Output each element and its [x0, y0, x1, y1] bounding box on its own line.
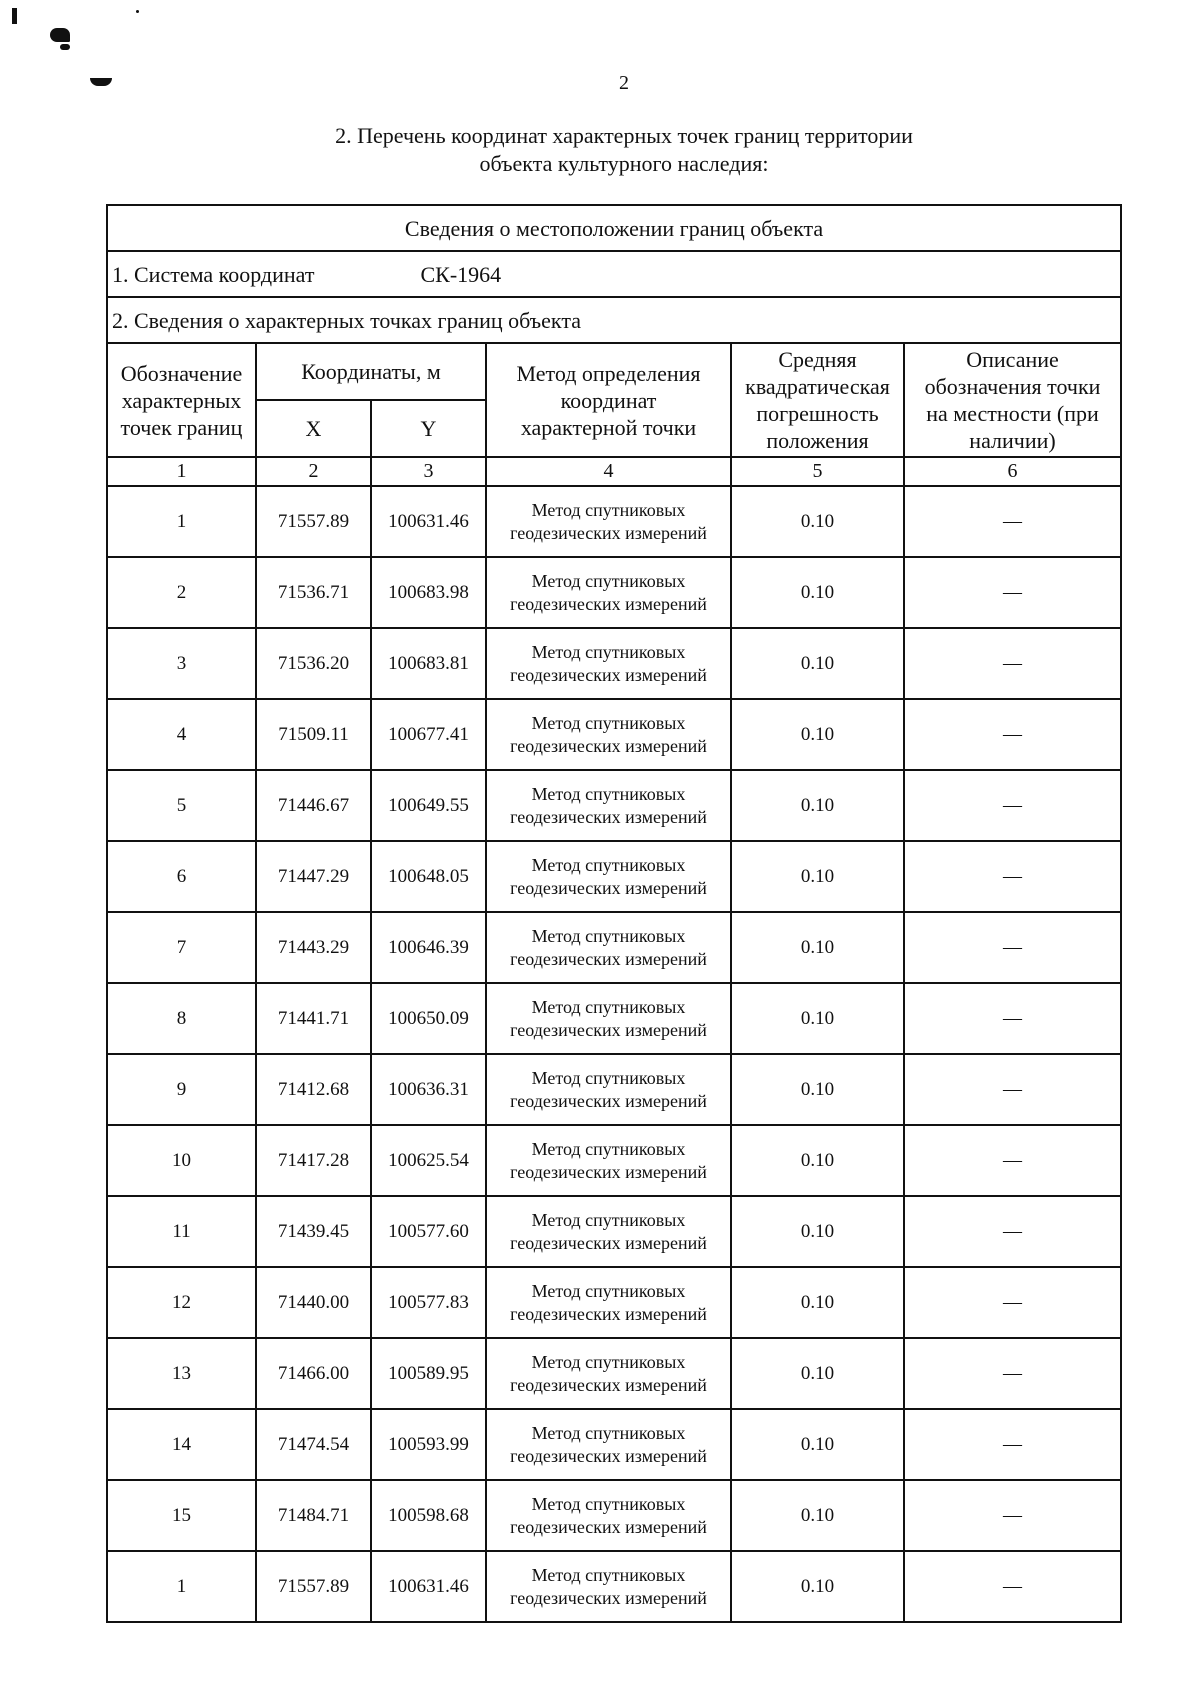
- cell-y: 100625.54: [371, 1125, 486, 1196]
- cell-error: 0.10: [731, 557, 904, 628]
- cell-x: 71439.45: [256, 1196, 371, 1267]
- cell-error: 0.10: [731, 1338, 904, 1409]
- method-line: геодезических измерений: [510, 664, 707, 685]
- table-row: [107, 1338, 1121, 1409]
- cell-method: [486, 1054, 731, 1125]
- cell-description: —: [904, 1196, 1121, 1267]
- cell-x: 71466.00: [256, 1338, 371, 1409]
- cell-x: 71446.67: [256, 770, 371, 841]
- cell-point: 8: [107, 983, 256, 1054]
- table-row: [107, 1267, 1121, 1338]
- method-line: геодезических измерений: [510, 1019, 707, 1040]
- cell-description: —: [904, 486, 1121, 557]
- cell-x: 71443.29: [256, 912, 371, 983]
- cell-description: —: [904, 983, 1121, 1054]
- coord-system-value: СК-1964: [420, 261, 502, 287]
- table-row: [107, 841, 1121, 912]
- method-line: геодезических измерений: [510, 806, 707, 827]
- coordinates-table: [106, 204, 1122, 1623]
- cell-y: 100649.55: [371, 770, 486, 841]
- cell-method: [486, 699, 731, 770]
- cell-y: 100683.81: [371, 628, 486, 699]
- method-line: Метод спутниковых: [531, 1280, 686, 1301]
- cell-y: 100631.46: [371, 486, 486, 557]
- method-line: Метод спутниковых: [531, 1138, 686, 1159]
- column-number: 4: [486, 457, 731, 486]
- table-row: [107, 1054, 1121, 1125]
- cell-error: 0.10: [731, 1409, 904, 1480]
- table-row: [107, 628, 1121, 699]
- method-line: геодезических измерений: [510, 1587, 707, 1608]
- column-number: 6: [904, 457, 1121, 486]
- cell-description: —: [904, 1267, 1121, 1338]
- method-line: Метод спутниковых: [531, 570, 686, 591]
- method-line: геодезических измерений: [510, 1303, 707, 1324]
- cell-method: [486, 912, 731, 983]
- cell-error: 0.10: [731, 770, 904, 841]
- col-header-point-designation: Обозначение характерных точек границ: [107, 343, 256, 457]
- cell-x: 71474.54: [256, 1409, 371, 1480]
- cell-method: [486, 770, 731, 841]
- title-line-2: объекта культурного наследия:: [479, 151, 769, 176]
- cell-y: 100589.95: [371, 1338, 486, 1409]
- table-row: [107, 1480, 1121, 1551]
- cell-point: 7: [107, 912, 256, 983]
- method-line: геодезических измерений: [510, 1516, 707, 1537]
- cell-error: 0.10: [731, 628, 904, 699]
- cell-description: —: [904, 628, 1121, 699]
- cell-y: 100631.46: [371, 1551, 486, 1622]
- cell-y: 100677.41: [371, 699, 486, 770]
- method-line: Метод спутниковых: [531, 1351, 686, 1372]
- cell-point: 9: [107, 1054, 256, 1125]
- column-number: 3: [371, 457, 486, 486]
- col-header-coordinates: Координаты, м: [256, 343, 486, 400]
- cell-error: 0.10: [731, 983, 904, 1054]
- cell-error: 0.10: [731, 699, 904, 770]
- method-line: геодезических измерений: [510, 1161, 707, 1182]
- cell-y: 100636.31: [371, 1054, 486, 1125]
- column-number: 1: [107, 457, 256, 486]
- cell-y: 100683.98: [371, 557, 486, 628]
- cell-y: 100650.09: [371, 983, 486, 1054]
- scan-artifact: [12, 8, 17, 24]
- method-line: Метод спутниковых: [531, 925, 686, 946]
- cell-point: 1: [107, 486, 256, 557]
- method-line: Метод спутниковых: [531, 783, 686, 804]
- cell-error: 0.10: [731, 1196, 904, 1267]
- table-row: [107, 912, 1121, 983]
- cell-description: —: [904, 770, 1121, 841]
- scan-artifact: [50, 28, 70, 42]
- points-header: 2. Сведения о характерных точках границ объекта: [107, 297, 1121, 343]
- scan-artifact: [136, 10, 139, 13]
- cell-point: 5: [107, 770, 256, 841]
- cell-description: —: [904, 1338, 1121, 1409]
- col-header-x: X: [256, 400, 371, 457]
- cell-point: 4: [107, 699, 256, 770]
- cell-description: —: [904, 1409, 1121, 1480]
- table-row: [107, 1551, 1121, 1622]
- table-row: [107, 557, 1121, 628]
- col-header-y: Y: [371, 400, 486, 457]
- col-header-error: Средняя квадратическая погрешность положения: [731, 343, 904, 457]
- column-header-row: [107, 343, 1121, 400]
- cell-description: —: [904, 1125, 1121, 1196]
- method-line: Метод спутниковых: [531, 499, 686, 520]
- cell-method: [486, 486, 731, 557]
- cell-x: 71536.71: [256, 557, 371, 628]
- method-line: Метод спутниковых: [531, 996, 686, 1017]
- method-line: геодезических измерений: [510, 877, 707, 898]
- cell-x: 71417.28: [256, 1125, 371, 1196]
- cell-x: 71509.11: [256, 699, 371, 770]
- cell-x: 71557.89: [256, 486, 371, 557]
- cell-method: [486, 1338, 731, 1409]
- column-number: 5: [731, 457, 904, 486]
- col-header-description: Описание обозначения точки на местности (при наличии): [904, 343, 1121, 457]
- cell-method: [486, 841, 731, 912]
- method-line: Метод спутниковых: [531, 1209, 686, 1230]
- method-line: геодезических измерений: [510, 1232, 707, 1253]
- page-number: 2: [619, 72, 629, 94]
- cell-error: 0.10: [731, 841, 904, 912]
- cell-x: 71536.20: [256, 628, 371, 699]
- method-line: геодезических измерений: [510, 1374, 707, 1395]
- column-number-row: [107, 457, 1121, 486]
- cell-point: 14: [107, 1409, 256, 1480]
- method-line: геодезических измерений: [510, 593, 707, 614]
- cell-error: 0.10: [731, 486, 904, 557]
- cell-method: [486, 1551, 731, 1622]
- cell-method: [486, 983, 731, 1054]
- cell-method: [486, 1409, 731, 1480]
- coord-system-label: 1. Система координат: [112, 261, 315, 287]
- cell-description: —: [904, 912, 1121, 983]
- method-line: Метод спутниковых: [531, 712, 686, 733]
- method-line: геодезических измерений: [510, 1445, 707, 1466]
- table-row: [107, 699, 1121, 770]
- table-row: [107, 770, 1121, 841]
- cell-x: 71557.89: [256, 1551, 371, 1622]
- coord-system-cell: [107, 251, 1121, 297]
- method-line: геодезических измерений: [510, 522, 707, 543]
- cell-error: 0.10: [731, 1054, 904, 1125]
- table-row: [107, 486, 1121, 557]
- cell-y: 100598.68: [371, 1480, 486, 1551]
- table-row: [107, 1409, 1121, 1480]
- method-line: геодезических измерений: [510, 1090, 707, 1111]
- method-line: геодезических измерений: [510, 735, 707, 756]
- cell-point: 2: [107, 557, 256, 628]
- method-line: Метод спутниковых: [531, 854, 686, 875]
- cell-error: 0.10: [731, 1267, 904, 1338]
- cell-description: —: [904, 557, 1121, 628]
- cell-y: 100593.99: [371, 1409, 486, 1480]
- cell-point: 1: [107, 1551, 256, 1622]
- cell-method: [486, 1267, 731, 1338]
- cell-error: 0.10: [731, 1480, 904, 1551]
- cell-method: [486, 628, 731, 699]
- table-row: [107, 983, 1121, 1054]
- cell-description: —: [904, 699, 1121, 770]
- cell-y: 100646.39: [371, 912, 486, 983]
- method-line: Метод спутниковых: [531, 1493, 686, 1514]
- cell-point: 12: [107, 1267, 256, 1338]
- method-line: геодезических измерений: [510, 948, 707, 969]
- document-title: [0, 122, 1200, 178]
- cell-error: 0.10: [731, 1125, 904, 1196]
- method-line: Метод спутниковых: [531, 1422, 686, 1443]
- cell-method: [486, 1196, 731, 1267]
- coord-system-row: [107, 251, 1121, 297]
- cell-description: —: [904, 841, 1121, 912]
- cell-point: 11: [107, 1196, 256, 1267]
- cell-y: 100577.83: [371, 1267, 486, 1338]
- section-header-row: [107, 205, 1121, 251]
- cell-error: 0.10: [731, 1551, 904, 1622]
- points-header-row: [107, 297, 1121, 343]
- cell-description: —: [904, 1551, 1121, 1622]
- cell-point: 6: [107, 841, 256, 912]
- column-number: 2: [256, 457, 371, 486]
- cell-description: —: [904, 1054, 1121, 1125]
- table-row: [107, 1125, 1121, 1196]
- cell-method: [486, 1480, 731, 1551]
- method-line: Метод спутниковых: [531, 641, 686, 662]
- cell-y: 100648.05: [371, 841, 486, 912]
- scan-artifact: [60, 44, 70, 50]
- cell-x: 71484.71: [256, 1480, 371, 1551]
- cell-point: 15: [107, 1480, 256, 1551]
- cell-point: 3: [107, 628, 256, 699]
- cell-x: 71447.29: [256, 841, 371, 912]
- method-line: Метод спутниковых: [531, 1067, 686, 1088]
- title-line-1: 2. Перечень координат характерных точек границ территории: [335, 123, 913, 148]
- cell-error: 0.10: [731, 912, 904, 983]
- cell-x: 71440.00: [256, 1267, 371, 1338]
- cell-y: 100577.60: [371, 1196, 486, 1267]
- cell-point: 10: [107, 1125, 256, 1196]
- cell-point: 13: [107, 1338, 256, 1409]
- cell-x: 71412.68: [256, 1054, 371, 1125]
- cell-method: [486, 557, 731, 628]
- cell-method: [486, 1125, 731, 1196]
- col-header-method: Метод определения координат характерной точки: [486, 343, 731, 457]
- section-header: Сведения о местоположении границ объекта: [107, 205, 1121, 251]
- cell-description: —: [904, 1480, 1121, 1551]
- method-line: Метод спутниковых: [531, 1564, 686, 1585]
- cell-x: 71441.71: [256, 983, 371, 1054]
- table-row: [107, 1196, 1121, 1267]
